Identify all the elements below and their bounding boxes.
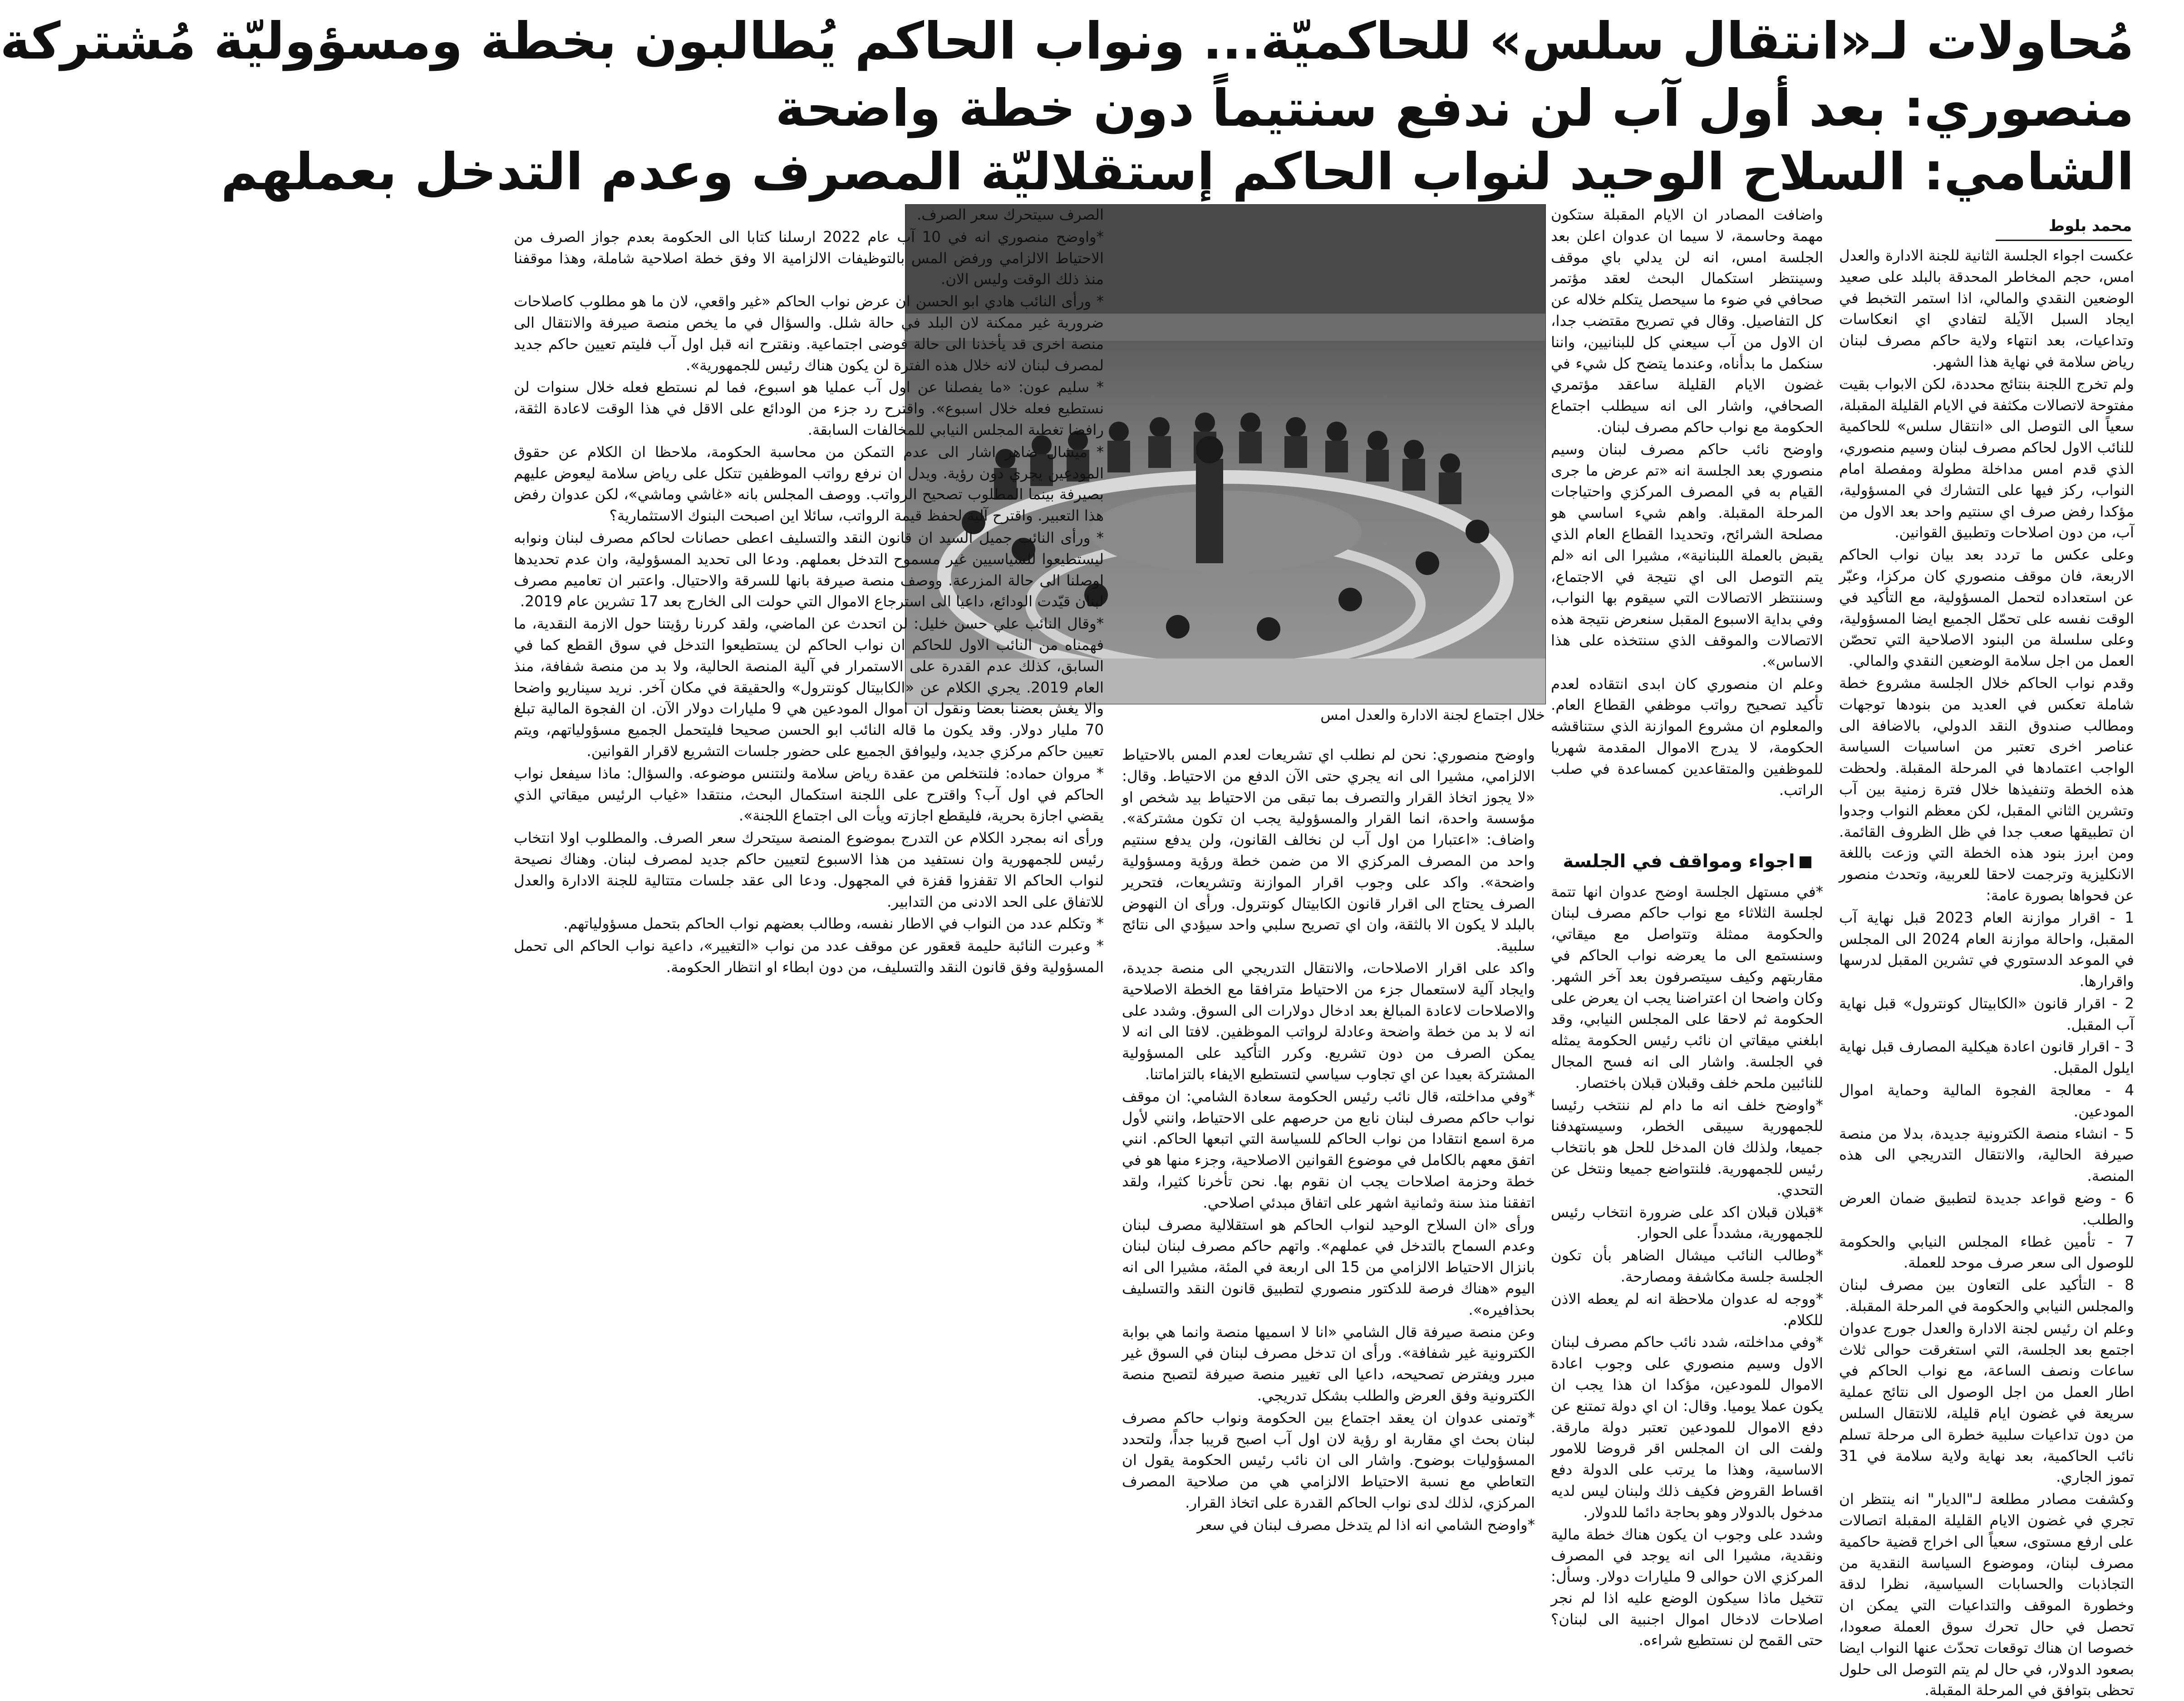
paragraph: * وتكلم عدد من النواب في الاطار نفسه، وطالب بعضهم نواب الحاكم بتحمل مسؤولياتهم.: [563, 915, 1104, 933]
article-column-2-lower: [1551, 844, 1824, 1649]
paragraph: * ميشال ضاهر اشار الى عدم التمكن من محاسبة الحكومة، ملاحظا ان الكلام عن حقوق المودعين يجري دون رؤية. ويدل ان نرفع رواتب الموظفين تتكل على رياض سلامة ليعوض عليهم بصيرفة بينما المطلوب تصحيح الرواتب. ووصف المجلس بانه «غاشي وماشي»، لكن عدوان رفض هذا التعبير. واقترح آلية لحفظ قيمة الرواتب، سائلا اين اصبحت البنوك الاستثمارية؟: [514, 443, 1104, 525]
list-item: 7 - تأمين غطاء المجلس النيابي والحكومة للوصول الى سعر صرف موحد للعملة.: [1839, 1233, 2134, 1272]
photo-caption: خلال اجتماع لجنة الادارة والعدل امس: [1320, 706, 1545, 723]
list-item: 2 - اقرار قانون «الكابيتال كونترول» قبل نهاية آب المقبل.: [1839, 994, 2134, 1033]
paragraph: *وقال النائب علي حسن خليل: لن اتحدث عن الماضي، ولقد كررنا رؤيتنا حول الازمة النقدية، ما فهمناه من النائب الاول للحاكم ان نواب الحاكم لن يستطيعوا التدخل في سوق القطع كما في السابق، كذلك عدم القدرة على الاستمرار في آلية المنصة الحالية، ولا بد من منصة شفافة، منذ العام 2019. يجري الكلام عن «الكابيتال كونترول» والحقيقة في مكان آخر. نريد سيناريو واضحا والا يغش بعضنا بعضا ونقول ان اموال المودعين هي 9 مليارات دولار الآن. ان الفجوة المالية تبلغ 70 مليار دولار. وقد يكون ما قاله النائب ابو الحسن صحيحا فليتحمل الجميع مسؤولياتهم، ويتم تعيين حاكم مركزي جديد، وليوافق الجميع على حضور جلسات التشريع لاقرار القوانين.: [514, 615, 1104, 760]
section-heading: [1551, 849, 1823, 875]
paragraph: * ورأى النائب هادي ابو الحسن ان عرض نواب الحاكم «غير واقعي، لان ما هو مطلوب كاصلاحات ضرورية غير ممكنة لان البلد في حالة شلل. والسؤال في ما يخص منصة صيرفة والانتقال الى منصة اخرى قد يأخذنا الى حالة فوضى اجتماعية. ونقترح انه قبل اول آب فليتم تعيين حاكم جديد لمصرف لبنان لانه خلال هذه الفترة لن يكون هناك رئيس للجمهورية».: [514, 293, 1104, 374]
paragraph: وكشفت مصادر مطلعة لـ"الديار" انه ينتظر ان تجري في غضون الايام القليلة المقبلة اتصالات على ارفع مستوى، سعياً الى اخراج قضية حاكمية مصرف لبنان، وموضوع السياسة النقدية من التجاذبات والحسابات السياسية، نظرا لدقة وخطورة الموقف والتداعيات التي يمكن ان تحصل في حال تحرك سوق العملة صعودا، خصوصا ان هناك توقعات تحدّث عنها النواب ايضا بصعود الدولار، في حال لم يتم التوصل الى حلول تحظى بتوافق في المرحلة المقبلة.: [1839, 1490, 2134, 1699]
paragraph: ورأى «ان السلاح الوحيد لنواب الحاكم هو استقلالية مصرف لبنان وعدم السماح بالتدخل في عملهم». واتهم حاكم مصرف لبنان لبنان بانزال الاحتياط الالزامي من 15 الى اربعة في المئة، مشيرا الى انه اليوم «هناك فرصة للدكتور منصوري لتطبيق قانون النقد والتسليف بحذافيره».: [1122, 1216, 1535, 1318]
paragraph: *وطالب النائب ميشال الضاهر بأن تكون الجلسة جلسة مكاشفة ومصارحة.: [1551, 1247, 1823, 1285]
paragraph: وشدد على وجوب ان يكون هناك خطة مالية ونقدية، مشيرا الى انه يوجد في المصرف المركزي الان حوالى 9 مليارات دولار. وسأل: تتخيل ماذا سيكون الوضع عليه اذا لم نجر اصلاحات لادخال اموال اجنبية الى لبنان؟ حتى القمح لن نستطيع شراءه.: [1551, 1525, 1824, 1649]
paragraph: *وفي مداخلته، شدد نائب حاكم مصرف لبنان الاول وسيم منصوري على وجوب اعادة الاموال للمودعين، مؤكدا ان هذا يجب ان يكون عملا يوميا. وقال: ان اي دولة تمتنع عن دفع الاموال للمودعين تعتبر دولة مارقة. ولفت الى ان المجلس اقر قروضا للامور الاساسية، وهذا ما يرتب على الدولة دفع اقساط القروض فكيف ذلك ولبنان ليس لديه مدخول بالدولار وهو بحاجة دائما للدولار.: [1551, 1333, 1823, 1521]
paragraph: وعلم ان رئيس لجنة الادارة والعدل جورج عدوان اجتمع بعد الجلسة، التي استغرقت حوالى ثلاث ساعات ونصف الساعة، مع نواب الحاكم في اطار العمل من اجل الوصول الى نتائج عملية سريعة في غضون ايام قليلة، للانتقال السلس من دون تداعيات سلبية خطرة الى مرحلة تسلم نائب الحاكمية، بعد نهاية ولاية سلامة في 31 تموز الجاري.: [1839, 1319, 2134, 1486]
paragraph: * سليم عون: «ما يفصلنا عن اول آب عمليا هو اسبوع، فما لم نستطع فعله خلال سنوات لن نستطيع فعله خلال اسبوع». واقترح رد جزء من الودائع على الاقل في هذا الوقت لاعادة الثقة، رافضا تغطية المجلس النيابي للمخالفات السابقة.: [514, 379, 1104, 438]
paragraph: *ووجه له عدوان ملاحظة انه لم يعطه الاذن للكلام.: [1551, 1290, 1823, 1329]
article-column-4: [514, 204, 1104, 1480]
paragraph: واضافت المصادر ان الايام المقبلة ستكون مهمة وحاسمة، لا سيما ان عدوان اعلن بعد الجلسة امس، انه لن يدلي باي موقف وسينتظر استكمال البحث لعقد مؤتمر صحافي في ضوء ما سيحصل يتكلم خلاله عن كل التفاصيل. وقال في تصريح مقتضب جدا، ان الاول من آب سيعني كل للبنانيين، واننا سنكمل ما بدأناه، وعندما يتضح كل شيء في غضون الايام القليلة ساعقد مؤتمري الصحافي، واشار الى انه سيطلب اجتماع الحكومة مع نواب حاكم مصرف لبنان.: [1551, 206, 1823, 436]
list-item: 8 - التأكيد على التعاون بين مصرف لبنان والمجلس النيابي والحكومة في المرحلة المقبلة.: [1839, 1276, 2134, 1315]
article-column-3: [1122, 744, 1535, 1534]
list-item: 6 - وضع قواعد جديدة لتطبيق ضمان العرض والطلب.: [1839, 1190, 2134, 1228]
paragraph: وعلم ان منصوري كان ابدى انتقاده لعدم تأكيد تصحيح رواتب موظفي القطاع العام. والمعلوم ان مشروع الموازنة الذي ستناقشه الحكومة، لا يدرج الاموال المقدمة شهريا للموظفين والمتقاعدين كمساعدة في صلب الراتب.: [1551, 675, 1823, 799]
paragraph: واكد على اقرار الاصلاحات، والانتقال التدريجي الى منصة جديدة، وايجاد آلية لاستعمال جزء من الاحتياط مترافقا مع الخطة الاصلاحية والاصلاحات لاعادة المبالغ بعد ادخال دولارات الى السوق. وشدد على انه لا بد من خطة واضحة وعادلة لرواتب الموظفين. لافتا الى انه لا يمكن الصرف من دون تشريع. وكرر التأكيد على المسؤولية المشتركة بعيدا عن اي تجاوب سياسي لتستطيع الايفاء بالتزاماتنا.: [1122, 959, 1535, 1083]
paragraph: واوضح منصوري: نحن لم نطلب اي تشريعات لعدم المس بالاحتياط الالزامي، مشيرا الى انه يجري حتى الآن الدفع من الاحتياط. وقال: «لا يجوز اتخاذ القرار والتصرف بما تبقى من الاحتياط بيد شخص او مؤسسة واحدة، انما القرار والمسؤولية يجب ان تكون مشتركة». واضاف: «اعتبارا من اول آب لن نخالف القانون، ولن يدفع سنتيم واحد من المصرف المركزي الا من ضمن خطة ورؤية ومسؤولية واضحة». واكد على وجوب اقرار الموازنة وتشريعات، فتحرير الصرف يحتاج الى اقرار قانون الكابيتال كونترول. ورأى ان النهوض بالبلد لا يكون الا بالثقة، وان اي تصريح سلبي واحد سيؤدي الى نتائج سلبية.: [1122, 746, 1535, 955]
paragraph: ورأى انه بمجرد الكلام عن التدرج بموضوع المنصة سيتحرك سعر الصرف. والمطلوب اولا انتخاب رئيس للجمهورية وان نستفيد من هذا الاسبوع لتعيين حاكم جديد لمصرف لبنان. وهناك نصيحة لنواب الحاكم الا تقفزوا قفزة في المجهول. ودعا الى عقد جلسات متتالية للجنة الادارة والعدل للاتفاق على الحد الادنى من التدابير.: [514, 829, 1104, 910]
paragraph: *في مستهل الجلسة اوضح عدوان انها تتمة لجلسة الثلاثاء مع نواب حاكم مصرف لبنان والحكومة ممثلة وتتواصل مع ميقاتي، وسنستمع الى ما يعرضه نواب الحاكم في مقاربتهم وكيف سيتصرفون بعد آخر الشهر. وكان واضحا ان اعتراضنا يجب ان يعرض على الحكومة ثم لاحقا على المجلس النيابي، وقد ابلغني ميقاتي ان نائب رئيس الحكومة يمثله في الجلسة. واشار الى انه فسح المجال للنائبين ملحم خلف وقبلان قبلان باختصار.: [1551, 883, 1823, 1091]
paragraph: الصرف سيتحرك سعر الصرف.: [916, 206, 1104, 223]
headline-line-2: منصوري: بعد أول آب لن ندفع سنتيماً دون خطة واضحة: [775, 79, 2134, 138]
square-bullet-icon: [1800, 856, 1811, 868]
paragraph: *وفي مداخلته، قال نائب رئيس الحكومة سعادة الشامي: ان موقف نواب حاكم مصرف لبنان نابع من حرصهم على الاحتياط، وانني لأول مرة اسمع انتقادا من نواب الحاكم للسياسة التي اتبعها الحاكم. انني اتفق معهم بالكامل في موضوع القوانين الاصلاحية، وجزء منها هو في خطة وحزمة اصلاحات يجب ان نقوم بها. نحن تأخرنا كثيرا، ولقد اتفقنا منذ سنة وثمانية اشهر على اتفاق مبدئي اصلاحي.: [1122, 1087, 1535, 1211]
headline-line-1: مُحاولات لـ«انتقال سلس» للحاكميّة... ونواب الحاكم يُطالبون بخطة ومسؤوليّة مُشتركة: [0, 12, 2134, 71]
paragraph: * مروان حماده: فلنتخلص من عقدة رياض سلامة ولنتنس موضوعه. والسؤال: ماذا سيفعل نواب الحاكم في اول آب؟ واقترح على اللجنة استكمال البحث، منتقدا «غياب الرئيس ميقاتي الذي يقضي اجازة بحرية، فليقطع اجازته ويأت الى اجتماع اللجنة».: [514, 764, 1104, 825]
byline: محمد بلوط: [2048, 217, 2132, 235]
paragraph: *قبلان قبلان اكد على ضرورة انتخاب رئيس للجمهورية، مشدداً على الحوار.: [1551, 1203, 1823, 1242]
list-item: 1 - اقرار موازنة العام 2023 قبل نهاية آب المقبل، واحالة موازنة العام 2024 الى المجلس في الموعد الدستوري في تشرين المقبل لدرسها واقرارها.: [1839, 909, 2135, 990]
paragraph: *واوضح الشامي انه اذا لم يتدخل مصرف لبنان في سعر: [1197, 1516, 1535, 1534]
paragraph: *وتمنى عدوان ان يعقد اجتماع بين الحكومة ونواب حاكم مصرف لبنان بحث اي مقاربة او رؤية لان اول آب اصبح قريبا جداً، ولتحدد المسؤوليات بوضوح. واشار الى ان نائب رئيس الحكومة يقول ان التعاطي مع نسبة الاحتياط الالزامي هي من صلاحية المصرف المركزي، لذلك لدى نواب الحاكم القدرة على اتخاذ القرار.: [1122, 1409, 1535, 1511]
paragraph: * وعبرت النائبة حليمة قعقور عن موقف عدد من نواب «التغيير»، داعية نواب الحاكم الى تحمل المسؤولية وفق قانون النقد والتسليف، من دون ابطاء او انتظار الحكومة.: [514, 937, 1104, 976]
article-column-2: [1551, 204, 1823, 831]
byline-rule: [1996, 240, 2132, 241]
paragraph: *واوضح منصوري انه في 10 آب عام 2022 ارسلنا كتابا الى الحكومة بعدم جواز الصرف من الاحتياط الالزامي ورفض المس بالتوظيفات الالزامية الا وفق خطة اصلاحية شاملة، وهذا موقفنا منذ ذلك الوقت وليس الان.: [514, 228, 1104, 288]
paragraph: وعن منصة صيرفة قال الشامي «انا لا اسميها منصة وانما هي بوابة الكترونية غير شفافة». ورأى ان تدخل مصرف لبنان في السوق غير مبرر ويفترض تصحيحه، داعيا الى تغيير منصة صيرفة لتصبح منصة الكترونية وفق العرض والطلب بشكل تدريجي.: [1122, 1323, 1535, 1404]
paragraph: *واوضح خلف انه ما دام لم ننتخب رئيسا للجمهورية سيبقى الخطر، وسيستهدفنا جميعا، ولذلك فان المدخل للحل هو بانتخاب رئيس للجمهورية. فلنتواضع جميعا ونتخل عن التحدي.: [1551, 1096, 1823, 1199]
list-item: 5 - انشاء منصة الكترونية جديدة، بدلا من منصة صيرفة الحالية، والانتقال التدريجي الى هذه المنصة.: [1839, 1125, 2134, 1185]
list-item: 4 - معالجة الفجوة المالية وحماية اموال المودعين.: [1839, 1082, 2134, 1120]
paragraph: عكست اجواء الجلسة الثانية للجنة الادارة والعدل امس، حجم المخاطر المحدقة بالبلد على صعيد الوضعين النقدي والمالي، اذا استمر التخبط في ايجاد السبل الآيلة لتفادي اي انعكاسات وتداعيات، بعد انتهاء ولاية حاكم مصرف لبنان رياض سلامة في نهاية هذا الشهر.: [1839, 247, 2134, 370]
article-column-1: [1839, 245, 2135, 1699]
paragraph: واوضح نائب حاكم مصرف لبنان وسيم منصوري بعد الجلسة انه «تم عرض ما جرى القيام به في المصرف المركزي واحتياجات المرحلة المقبلة. واهم شيء اساسي هو مصلحة الشرائح، وتحديدا القطاع العام الذي يقبض بالعملة اللبنانية»، مشيرا الى انه «لم يتم التوصل الى اي نتيجة في الاجتماع، وسننتظر الاتصالات التي سيقوم بها النواب، وفي بداية الاسبوع المقبل سنعرض نتيجة هذه الاتصالات والموقف الذي سنتخذه على هذا الاساس».: [1551, 440, 1823, 670]
section-heading-text: اجواء ومواقف في الجلسة: [1563, 851, 1795, 872]
paragraph: ولم تخرج اللجنة بنتائج محددة، لكن الابواب بقيت مفتوحة لاتصالات مكثفة في الايام القليلة المقبلة، سعياً الى التوصل الى «انتقال سلس» للحاكمية للنائب الاول لحاكم مصرف لبنان وسيم منصوري، الذي قدم امس مداخلة مطولة ومفصلة امام النواب، ركز فيها على التشارك في المسؤولية، مؤكدا رفض صرف اي سنتيم واحد بعد الاول من آب، من دون اصلاحات وتطبيق القوانين.: [1839, 375, 2134, 541]
paragraph: وقدم نواب الحاكم خلال الجلسة مشروع خطة شاملة تعكس في العديد من بنودها توجهات ومطالب صندوق النقد الدولي، بالاضافة الى عناصر اخرى تعتبر من اساسيات السياسة الواجب اعتمادها في المرحلة المقبلة. ولحظت هذه الخطة وتنفيذها خلال فترة زمنية بين آب وتشرين الثاني المقبل، لكن معظم النواب وجدوا ان تطبيقها صعب جدا في ظل الظروف القائمة. ومن ابرز بنود هذه الخطة التي وزعت باللغة الانكليزية وترجمت لاحقا للعربية، وتحدث منصور عن فحواها بصورة عامة:: [1839, 674, 2134, 904]
paragraph: وعلى عكس ما تردد بعد بيان نواب الحاكم الاربعة، فان موقف منصوري كان مركزا، وعبّر عن استعداده لتحمل المسؤولية، مع التأكيد في الوقت نفسه على تحمّل الجميع ايضا المسؤولية، وعلى سلسلة من البنود الاصلاحية التي تحصّن العمل من اجل سلامة الوضعين النقدي والمالي.: [1839, 546, 2134, 670]
list-item: 3 - اقرار قانون اعادة هيكلية المصارف قبل نهاية ايلول المقبل.: [1839, 1038, 2134, 1077]
headline-line-3: الشامي: السلاح الوحيد لنواب الحاكم إستقلاليّة المصرف وعدم التدخل بعملهم: [221, 143, 2134, 202]
paragraph: * ورأى النائب جميل السيد ان قانون النقد والتسليف اعطى حصانات لحاكم مصرف لبنان ونوابه ليستطيعوا للسياسيين غير مسموح التدخل بعملهم. ودعا الى تحديد المسؤولية، وان عدم تحديدها اوصلنا الى حالة المزرعة. ووصف منصة صيرفة بانها للسرقة والاحتيال. واعتبر ان تعاميم مصرف لبنان قيّدت الودائع، داعيا الى استرجاع الاموال التي حولت الى الخارج بعد 17 تشرين عام 2019.: [514, 529, 1104, 610]
